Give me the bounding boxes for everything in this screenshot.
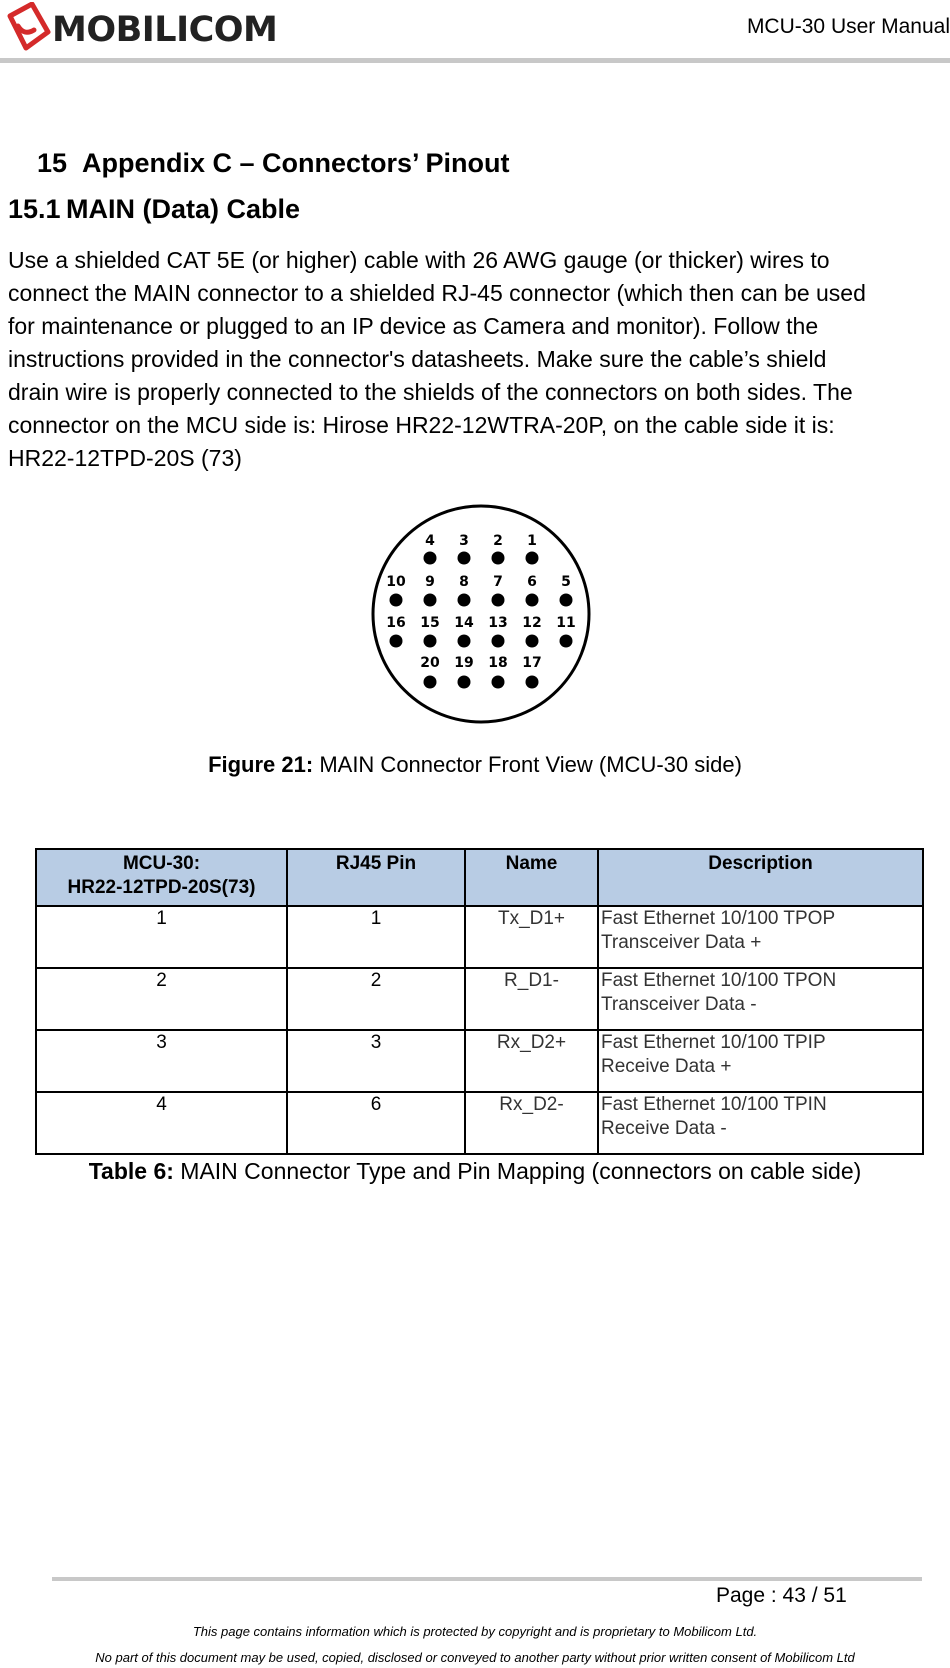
desc-line2: Receive Data + (601, 1056, 732, 1077)
pin-label: 10 (386, 574, 406, 590)
connector-diagram (370, 503, 592, 725)
manual-title: MCU-30 User Manual (746, 15, 950, 38)
disclosure-notice: No part of this document may be used, copied, disclosed or conveyed to another party without prior written consent of Mobilicom Ltd (95, 1650, 855, 1665)
pin-dot (424, 635, 437, 648)
desc-line1: Fast Ethernet 10/100 TPIN (601, 1094, 827, 1115)
subsection-title: MAIN (Data) Cable (66, 194, 301, 224)
table-caption (0, 1158, 950, 1185)
pin-label: 18 (488, 655, 508, 671)
figure-caption-text: MAIN Connector Front View (MCU-30 side) (313, 752, 742, 777)
cell-mcu-pin: 2 (36, 968, 287, 1030)
subsection-number: 15.1 (8, 194, 61, 224)
cell-signal-name: Tx_D1+ (465, 906, 598, 968)
page-header (0, 0, 950, 62)
pin-dot (424, 594, 437, 607)
header-rj45-pin: RJ45 Pin (287, 849, 465, 906)
header-name: Name (465, 849, 598, 906)
pin-label: 20 (420, 655, 440, 671)
pin-label: 11 (556, 615, 576, 631)
pin-label: 16 (386, 615, 406, 631)
table-row (36, 968, 923, 1030)
pin-label: 2 (493, 533, 503, 549)
pin-dot (526, 635, 539, 648)
pin-dot (458, 676, 471, 689)
desc-line1: Fast Ethernet 10/100 TPON (601, 970, 837, 991)
pin-dot (492, 676, 505, 689)
page-number: Page : 43 / 51 (716, 1584, 847, 1607)
header-mcu30-line1: MCU-30: (122, 853, 201, 874)
pin-dot (526, 676, 539, 689)
pin-label: 1 (527, 533, 537, 549)
header-mcu30 (36, 849, 287, 906)
copyright-notice: This page contains information which is protected by copyright and is proprietary to Mobilicom Ltd. (192, 1624, 758, 1639)
pin-label: 17 (522, 655, 542, 671)
table-row (36, 1092, 923, 1154)
pin-mapping-table (35, 848, 924, 1155)
cell-mcu-pin: 3 (36, 1030, 287, 1092)
pin-label: 4 (425, 533, 435, 549)
pin-dot (390, 594, 403, 607)
table-header-row (36, 849, 923, 906)
desc-line2: Receive Data - (601, 1118, 727, 1139)
cell-rj45-pin: 1 (287, 906, 465, 968)
header-divider (0, 58, 950, 63)
desc-line2: Transceiver Data - (601, 994, 757, 1015)
pin-label: 7 (493, 574, 503, 590)
section-number: 15 (37, 148, 68, 178)
figure-label: Figure 21: (208, 752, 314, 777)
pin-label: 3 (459, 533, 469, 549)
pin-dot (492, 552, 505, 565)
logo-text: MOBILICOM (52, 10, 278, 50)
figure-caption (0, 752, 950, 778)
pin-label: 6 (527, 574, 537, 590)
table-row (36, 1030, 923, 1092)
pin-dot (458, 635, 471, 648)
header-description: Description (598, 849, 923, 906)
pin-label: 8 (459, 574, 469, 590)
pin-dot (424, 676, 437, 689)
cell-signal-name: Rx_D2+ (465, 1030, 598, 1092)
pin-dot (526, 594, 539, 607)
cell-mcu-pin: 1 (36, 906, 287, 968)
pin-dot (424, 552, 437, 565)
desc-line1: Fast Ethernet 10/100 TPOP (601, 908, 836, 929)
pin-label: 9 (425, 574, 435, 590)
section-title: Appendix C – Connectors’ Pinout (82, 148, 510, 178)
pin-dot (492, 594, 505, 607)
cell-description (598, 1030, 923, 1092)
pin-dot (526, 552, 539, 565)
cell-description (598, 906, 923, 968)
body-paragraph: Use a shielded CAT 5E (or higher) cable with 26 AWG gauge (or thicker) wires to connect the MAIN connector to a shielded RJ-45 connector (which then can be used for maintenance or plugged to an IP device as Camera and monitor). Follow the instructions provided in the connector's datasheets. Make sure the cable’s shield drain wire is properly connected to the shields of the connectors on both sides. The connector on the MCU side is: Hirose HR22-12WTRA-20P, on the cable side it is: HR22-12TPD-20S (73) (8, 247, 866, 471)
logo-mark-icon (2, 2, 54, 56)
pin-label: 15 (420, 615, 440, 631)
mobilicom-logo (2, 2, 292, 56)
cell-rj45-pin: 3 (287, 1030, 465, 1092)
pin-label: 19 (454, 655, 474, 671)
pin-label: 5 (561, 574, 571, 590)
cell-signal-name: Rx_D2- (465, 1092, 598, 1154)
cell-signal-name: R_D1- (465, 968, 598, 1030)
pin-dot (390, 635, 403, 648)
cell-description (598, 968, 923, 1030)
table-caption-text: MAIN Connector Type and Pin Mapping (connectors on cable side) (173, 1158, 862, 1184)
cell-rj45-pin: 2 (287, 968, 465, 1030)
pin-dot (492, 635, 505, 648)
desc-line1: Fast Ethernet 10/100 TPIP (601, 1032, 826, 1053)
desc-line2: Transceiver Data + (601, 932, 762, 953)
header-mcu30-line2: HR22-12TPD-20S(73) (67, 877, 256, 898)
pin-label: 12 (522, 615, 542, 631)
pin-dot (458, 594, 471, 607)
cell-description (598, 1092, 923, 1154)
pin-label: 13 (488, 615, 508, 631)
cell-rj45-pin: 6 (287, 1092, 465, 1154)
footer-divider (52, 1577, 922, 1581)
table-row (36, 906, 923, 968)
pin-dot (560, 635, 573, 648)
pin-dot (560, 594, 573, 607)
pin-dot (458, 552, 471, 565)
pin-label: 14 (454, 615, 474, 631)
section-heading (37, 148, 510, 179)
table-caption-label: Table 6: (88, 1158, 174, 1184)
subsection-heading (8, 194, 300, 225)
connector-front-view (370, 503, 592, 725)
cell-mcu-pin: 4 (36, 1092, 287, 1154)
